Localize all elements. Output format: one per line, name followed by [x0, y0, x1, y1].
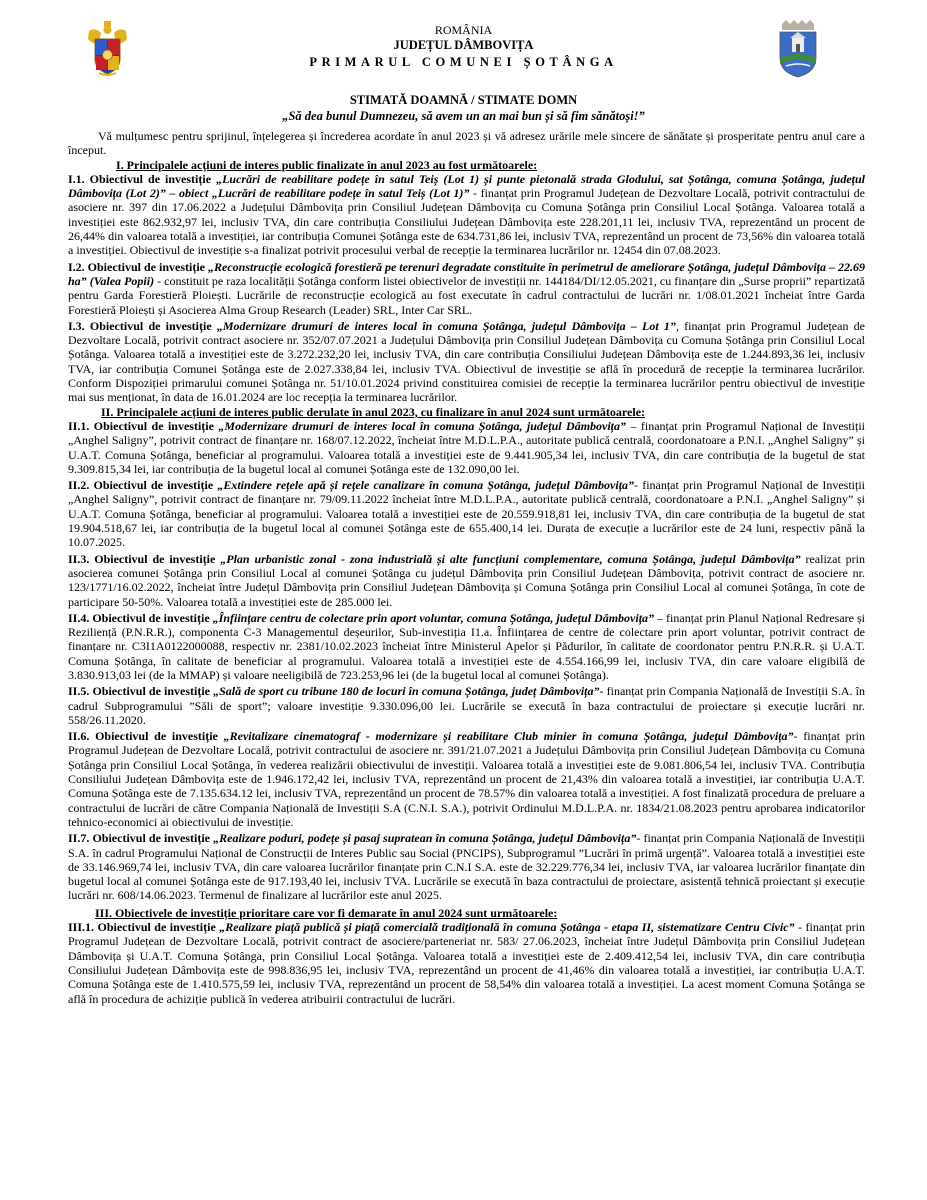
- investment-paragraph: [68, 260, 865, 317]
- item-text: - finanțat prin Compania Națională de Investiții S.A. în cadrul Subprogramului ”Săli de sport”; valoare investiție 9.330.096,00 lei. Lucrările se execută în baza contractului de proiectare și execuție lucrări nr. 558/26.11.2020.: [68, 684, 865, 727]
- item-title: „Reconstrucție ecologică forestieră pe terenuri degradate constituite în perimetrul de ameliorare Șotânga, județul Dâmbovița – 22.69 ha” (Valea Popii): [68, 259, 865, 288]
- item-label: I.1. Obiectivul de investiție: [68, 171, 217, 186]
- item-label: II.3. Obiectivul de investiție: [68, 551, 221, 566]
- item-title: „Modernizare drumuri de interes local în comuna Șotânga, județul Dâmbovița”: [218, 418, 627, 433]
- intro-paragraph: Vă mulțumesc pentru sprijinul, înțelegerea și încrederea acordate în anul 2023 și vă adresez urările mele sincere de sănătate și prosperitate pentru anul care a început.: [68, 129, 865, 158]
- investment-paragraph: [68, 172, 865, 258]
- item-label: II.2. Obiectivul de investiție: [68, 478, 218, 493]
- investment-paragraph: [68, 920, 865, 1006]
- item-text: realizat prin asocierea comunei Șotânga prin Consiliul Local al comunei Șotânga cu județul Dâmbovița prin Consiliul Județean Dâmbovița, potrivit contract de asociere nr. 123/1771/16.02.2022, încheiat între Județul Dâmbovița prin Consiliul Județean Dâmbovița și Comuna Șotânga prin Consiliul Local al comunei Șotânga, în cote de participare 50-50%. Valoarea totală a investiției este de 285.000 lei.: [68, 551, 865, 609]
- item-label: II.7. Obiectivul de investiție: [68, 831, 214, 846]
- item-text: - finanțat prin Compania Națională de Investiții S.A. în cadrul Programului Național de Construcții de Interes Public sau Social (PNCIPS), Subprogramul ”Lucrări în primă urgență”. Valoarea totală a investiției este de 33.146.969,74 lei, inclusiv TVA, din care valoarea lucrărilor finanțate prin C.N.I S.A. este de 32.229.776,34 lei, inclusiv TVA, iar valoarea lucrărilor finanțate din bugetul local al comunei Șotânga este de 917.193,40 lei, inclusiv TVA. Lucrările se execută în baza contractului de proiectare, asistență tehnică proiectant și execuție lucrări nr. 608/14.06.2023. Termenul de finalizare al lucrărilor este anul 2025.: [68, 831, 865, 903]
- item-label: II.4. Obiectivul de investiție: [68, 610, 213, 625]
- item-title: „Realizare poduri, podețe și pasaj supratean în comuna Șotânga, județul Dâmbovița”: [213, 831, 637, 846]
- section-heading-3: III. Obiectivele de investiție prioritare care vor fi demarate în anul 2024 sunt următoarele:: [95, 905, 558, 920]
- item-label: I.2. Obiectivul de investiție: [68, 259, 208, 274]
- letter-body: [68, 129, 865, 1006]
- investment-paragraph: [68, 729, 865, 829]
- section-heading-1: I. Principalele acțiuni de interes public finalizate în anul 2023 au fost următoarele:: [116, 157, 538, 172]
- item-title: „Înființare centru de colectare prin aport voluntar, comuna Șotânga, județul Dâmbovița”: [212, 610, 655, 625]
- country-name: ROMÂNIA: [434, 23, 493, 37]
- item-text: - finanțat prin Programul Național de Investiții „Anghel Saligny”, potrivit contract de finanțare nr. 79/09.11.2022 încheiat între M.D.L.P.A., autoritate publică centrală, coordonatoare a P.N.I. „Anghel Saligny” și U.A.T. Comuna Șotânga, beneficiar al programului. Valoarea totală a investiției este de 20.559.918,81 lei, inclusiv TVA, din care contribuția de la bugetul de stat 19.904.518,67 lei, iar contribuția de la bugetul local al comunei Șotânga este de 655.400,14 lei. Durata de execuție a lucrărilor este de 24 luni, respectiv până la 10.07.2025.: [68, 478, 865, 550]
- item-label: II.6. Obiectivul de investiție: [68, 729, 224, 744]
- investment-paragraph: [68, 419, 865, 476]
- item-title: „Realizare piață publică și piață comercială tradițională în comuna Șotânga - etapa II, sistematizare Centru Civic”: [219, 920, 795, 935]
- investment-paragraph: [68, 478, 865, 549]
- item-label: II.5. Obiectivul de investiție: [68, 684, 214, 699]
- item-title: „Plan urbanistic zonal - zona industrială și alte funcțiuni complementare, comuna Șotânga, județul Dâmbovița”: [220, 551, 801, 566]
- item-text: - finanțat prin Programul Județean de Dezvoltare Locală, potrivit contractului de asociere nr. 391/21.07.2021 a Județului Dâmbovița prin Consiliul Județean Dâmbovița cu Comuna Șotânga prin Consiliul Local Șotânga, în vederea realizării obiectivului de investiții. Valoarea totală a investiției este de 9.081.806,54 lei, inclusiv TVA. Contribuția Consiliului Județean Dâmbovița este de 1.946.172,42 lei, inclusiv TVA, reprezentând un procent de 21,43% din valoarea totală a investiției, iar contribuția U.A.T. Comuna Șotânga este de 7.135.634.12 lei, inclusiv TVA, reprezentând un procent de 78.57% din valoarea totală a investiției. A fost finalizată procedura de preluare a contractului de lucrări de către Compania Națională de Investiții S.A (C.N.I. S.A.), potrivit Ordinului M.D.L.P.A. nr. 1834/21.08.2023 pentru aprobarea indicatorilor tehnico-economici ai obiectivului de investiție.: [68, 729, 865, 829]
- investment-paragraph: [68, 611, 865, 682]
- investment-paragraph: [68, 684, 865, 727]
- item-title: „Revitalizare cinematograf - modernizare și reabilitare Club minier în comuna Șotânga, județul Dâmbovița”: [223, 729, 794, 744]
- item-label: I.3. Obiectivul de investiție: [68, 318, 217, 333]
- wish-line: „Să dea bunul Dumnezeu, să avem un an mai bun și să fim sănătoși!”: [282, 109, 645, 123]
- office-name: PRIMARUL COMUNEI ȘOTÂNGA: [309, 55, 618, 69]
- item-text: , finanțat prin Programul Județean de Dezvoltare Locală, potrivit contract asociere nr. 352/07.07.2021 a Județului Dâmbovița prin Consiliul Județean Dâmbovița cu Comuna Șotânga prin Consiliul Local Șotânga. Valoarea totală a investiției este de 3.272.232,20 lei, inclusiv TVA, din care contribuția Consiliului Județean Dâmbovița este de 1.244.893,36 lei, inclusiv TVA, iar contribuția Comunei Șotânga este de 2.027.338,84 lei, inclusiv TVA. Obiectivul de investiție se află în procedură de recepție la terminarea lucrărilor. Conform Dispoziției primarului comunei Șotânga nr. 51/10.01.2024 privind constituirea comisiei de recepție la terminarea lucrărilor pentru obiectivul de investiție mai sus menționat, în data de 16.01.2024 are loc recepția la terminarea lucrărilor.: [68, 318, 865, 405]
- county-name: JUDEȚUL DÂMBOVIȚA: [393, 38, 534, 52]
- item-text: – finanțat prin Planul Național Redresare și Reziliență (P.N.R.R.), componenta C-3 Managementul deșeurilor, Sub-investiția I1.a. Înființarea de centre de colectare prin aport voluntar, potrivit contract de finanțare nr. C3I1A0122000088, respectiv nr. 2381/10.02.2023 încheiat între Ministerul Apelor și Pădurilor, în calitate de coordonator pentru P.N.R.R. și U.A.T. Comuna Șotânga, în calitate de beneficiar al programului. Valoarea totală a investiției este de 4.554.166,99 lei, inclusiv TVA, din care valoare eligibilă de 3.830.913,03 lei (de la MMAP) și valoare neeligibilă de 723.253,96 lei (de la bugetul local al comunei Șotânga).: [68, 610, 865, 682]
- item-text: - finanțat prin Programul Județean de Dezvoltare Locală, potrivit contractului de asociere nr. 397 din 17.06.2022 a Județului Dâmbovița prin Consiliul Județean Dâmbovița cu Comuna Șotânga prin Consiliul Local Șotânga. Valoarea totală a investiției este 862.932,97 lei, inclusiv TVA, din care contribuția Consiliului Județean Dâmbovița este 228.201,11 lei, inclusiv TVA, reprezentând un procent de 26,44% din valoarea totală a investiției, iar contribuția Comunei Șotânga este de 634.731,86 lei, inclusiv TVA, reprezentând un procent de 73,56% din valoarea totală a investiției. Obiectivul de investiție s-a finalizat potrivit procesului verbal de recepție la terminarea lucrărilor nr. 12454 din 07.08.2023.: [68, 186, 865, 258]
- item-label: II.1. Obiectivul de investiție: [68, 418, 219, 433]
- item-title: „Sală de sport cu tribune 180 de locuri în comuna Șotânga, județ Dâmbovița”: [213, 684, 600, 699]
- investment-paragraph: [68, 831, 865, 902]
- item-label: III.1. Obiectivul de investiție: [68, 920, 220, 935]
- item-text: - constituit pe raza localității Șotânga conform listei obiectivelor de investiții nr. 144184/DI/12.05.2021, cu finanțare din „Surse proprii” repartizată pentru Garda Forestieră Ploiești. Lucrările de reconstrucție ecologică au fost executate în cadrul contractului de lucrări nr. 1/08.01.2021 încheiat între Garda Forestieră Ploiești și Asocierea Alma Group Research (Leader) SRL, Inter Car SRL.: [68, 273, 866, 317]
- item-title: „Lucrări de reabilitare podețe în satul Teiș (Lot 1) și punte pietonală strada Glodului, sat Șotânga, comuna Șotânga, județul Dâmbovița (Lot 2)” – obiect „Lucrări de reabilitare podețe în satul Teiș (Lot 1)”: [68, 171, 865, 201]
- section-heading-2: II. Principalele acțiuni de interes public derulate în anul 2023, cu finalizare în anul 2024 sunt următoarele:: [101, 404, 646, 419]
- salutation: STIMATĂ DOAMNĂ / STIMATE DOMN: [349, 93, 578, 107]
- investment-paragraph: [68, 319, 865, 405]
- investment-paragraph: [68, 552, 865, 609]
- item-title: „Extindere rețele apă și rețele canalizare în comuna Șotânga, județul Dâmbovița”: [217, 478, 635, 493]
- item-title: „Modernizare drumuri de interes local în comuna Șotânga, județul Dâmbovița – Lot 1”: [216, 318, 676, 333]
- item-text: – finanțat prin Programul Național de Investiții „Anghel Saligny”, potrivit contract de finanțare nr. 168/07.12.2022, încheiat între M.D.L.P.A., autoritate publică centrală, coordonatoare a P.N.I. „Anghel Saligny” și U.A.T. Comuna Șotânga, beneficiar al programului. Valoarea totală a investiției este de 9.441.905,34 lei, inclusiv TVA, din care contribuția de la bugetul de stat 9.309.815,34 lei, iar contribuția de la bugetul local al comunei Șotânga este de 132.090,00 lei.: [68, 418, 866, 476]
- item-text: - finanțat prin Programul Județean de Dezvoltare Locală, potrivit contract de asociere/parteneriat nr. 583/ 27.06.2023, încheiat între Județul Dâmbovița prin Consiliul Județean Dâmbovița și U.A.T. Comuna Șotânga, prin Consiliul Local Șotânga. Valoarea totală a investiției este de 2.409.412,54 lei, inclusiv TVA, din care contribuția Consiliului Județean Dâmbovița este de 998.836,95 lei, inclusiv TVA, reprezentând un procent de 41,46% din valoarea totală a investiției, iar contribuția U.A.T. Comuna Șotânga este de 1.410.575,59 lei, inclusiv TVA, reprezentând un procent de 58,54% din valoarea totală a investiției. La acest moment Comuna Șotânga se află în procedura de achiziție publică în vederea atribuirii contractului de lucrări.: [68, 920, 865, 1006]
